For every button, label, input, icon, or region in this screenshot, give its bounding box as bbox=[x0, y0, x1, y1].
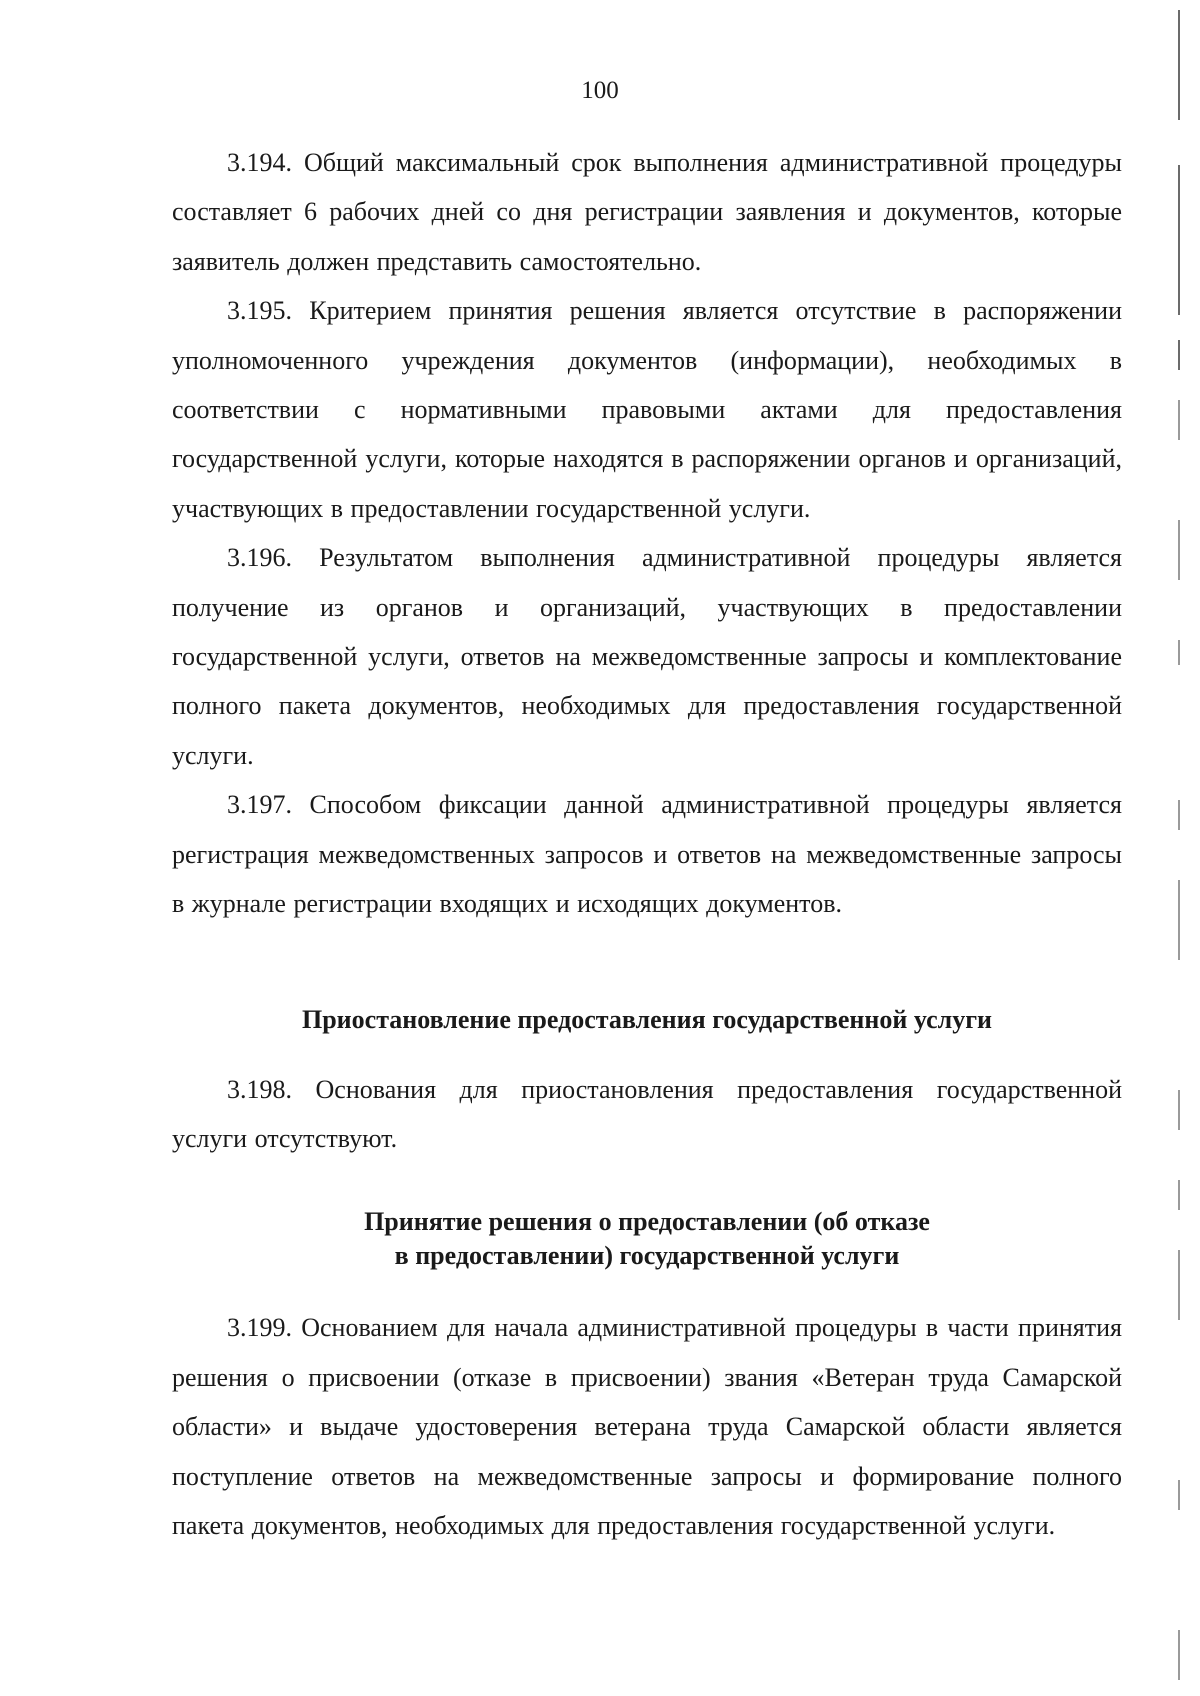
section-heading-suspension: Приостановление предоставления государственной услуги bbox=[301, 1004, 992, 1034]
paragraph-3-199: 3.199. Основанием для начала административной процедуры в части принятия решения о присвоении (отказе в присвоении) звания «Ветеран труда Самарской области» и выдаче удостоверения ветерана труда Самарской области является поступление ответов на межведомственные запросы и формирование полного пакета документов, необходимых для предоставления государственной услуги. bbox=[172, 1313, 1122, 1540]
paragraph-3-194: 3.194. Общий максимальный срок выполнения административной процедуры составляет 6 рабочих дней со дня регистрации заявления и документов, которые заявитель должен представить самостоятельно. bbox=[172, 148, 1122, 276]
section-heading-decision-line1: Принятие решения о предоставлении (об отказе bbox=[364, 1207, 930, 1237]
document-body bbox=[172, 138, 1122, 1550]
paragraph-3-195: 3.195. Критерием принятия решения является отсутствие в распоряжении уполномоченного учреждения документов (информации), необходимых в соответствии с нормативными правовыми актами для предоставления государственной услуги, которые находятся в распоряжении органов и организаций, участвующих в предоставлении государственной услуги. bbox=[172, 296, 1122, 523]
paragraph-3-198: 3.198. Основания для приостановления предоставления государственной услуги отсутствуют. bbox=[172, 1074, 1122, 1153]
paragraph-3-196: 3.196. Результатом выполнения административной процедуры является получение из органов и организаций, участвующих в предоставлении государственной услуги, ответов на межведомственные запросы и комплектование полного пакета документов, необходимых для предоставления государственной услуги. bbox=[172, 543, 1122, 770]
page-number: 100 bbox=[581, 77, 619, 104]
paragraph-3-197: 3.197. Способом фиксации данной административной процедуры является регистрация межведомственных запросов и ответов на межведомственные запросы в журнале регистрации входящих и исходящих документов. bbox=[172, 790, 1122, 919]
section-heading-decision-line2: в предоставлении) государственной услуги bbox=[394, 1241, 900, 1271]
section-heading-decision bbox=[172, 1205, 1122, 1273]
